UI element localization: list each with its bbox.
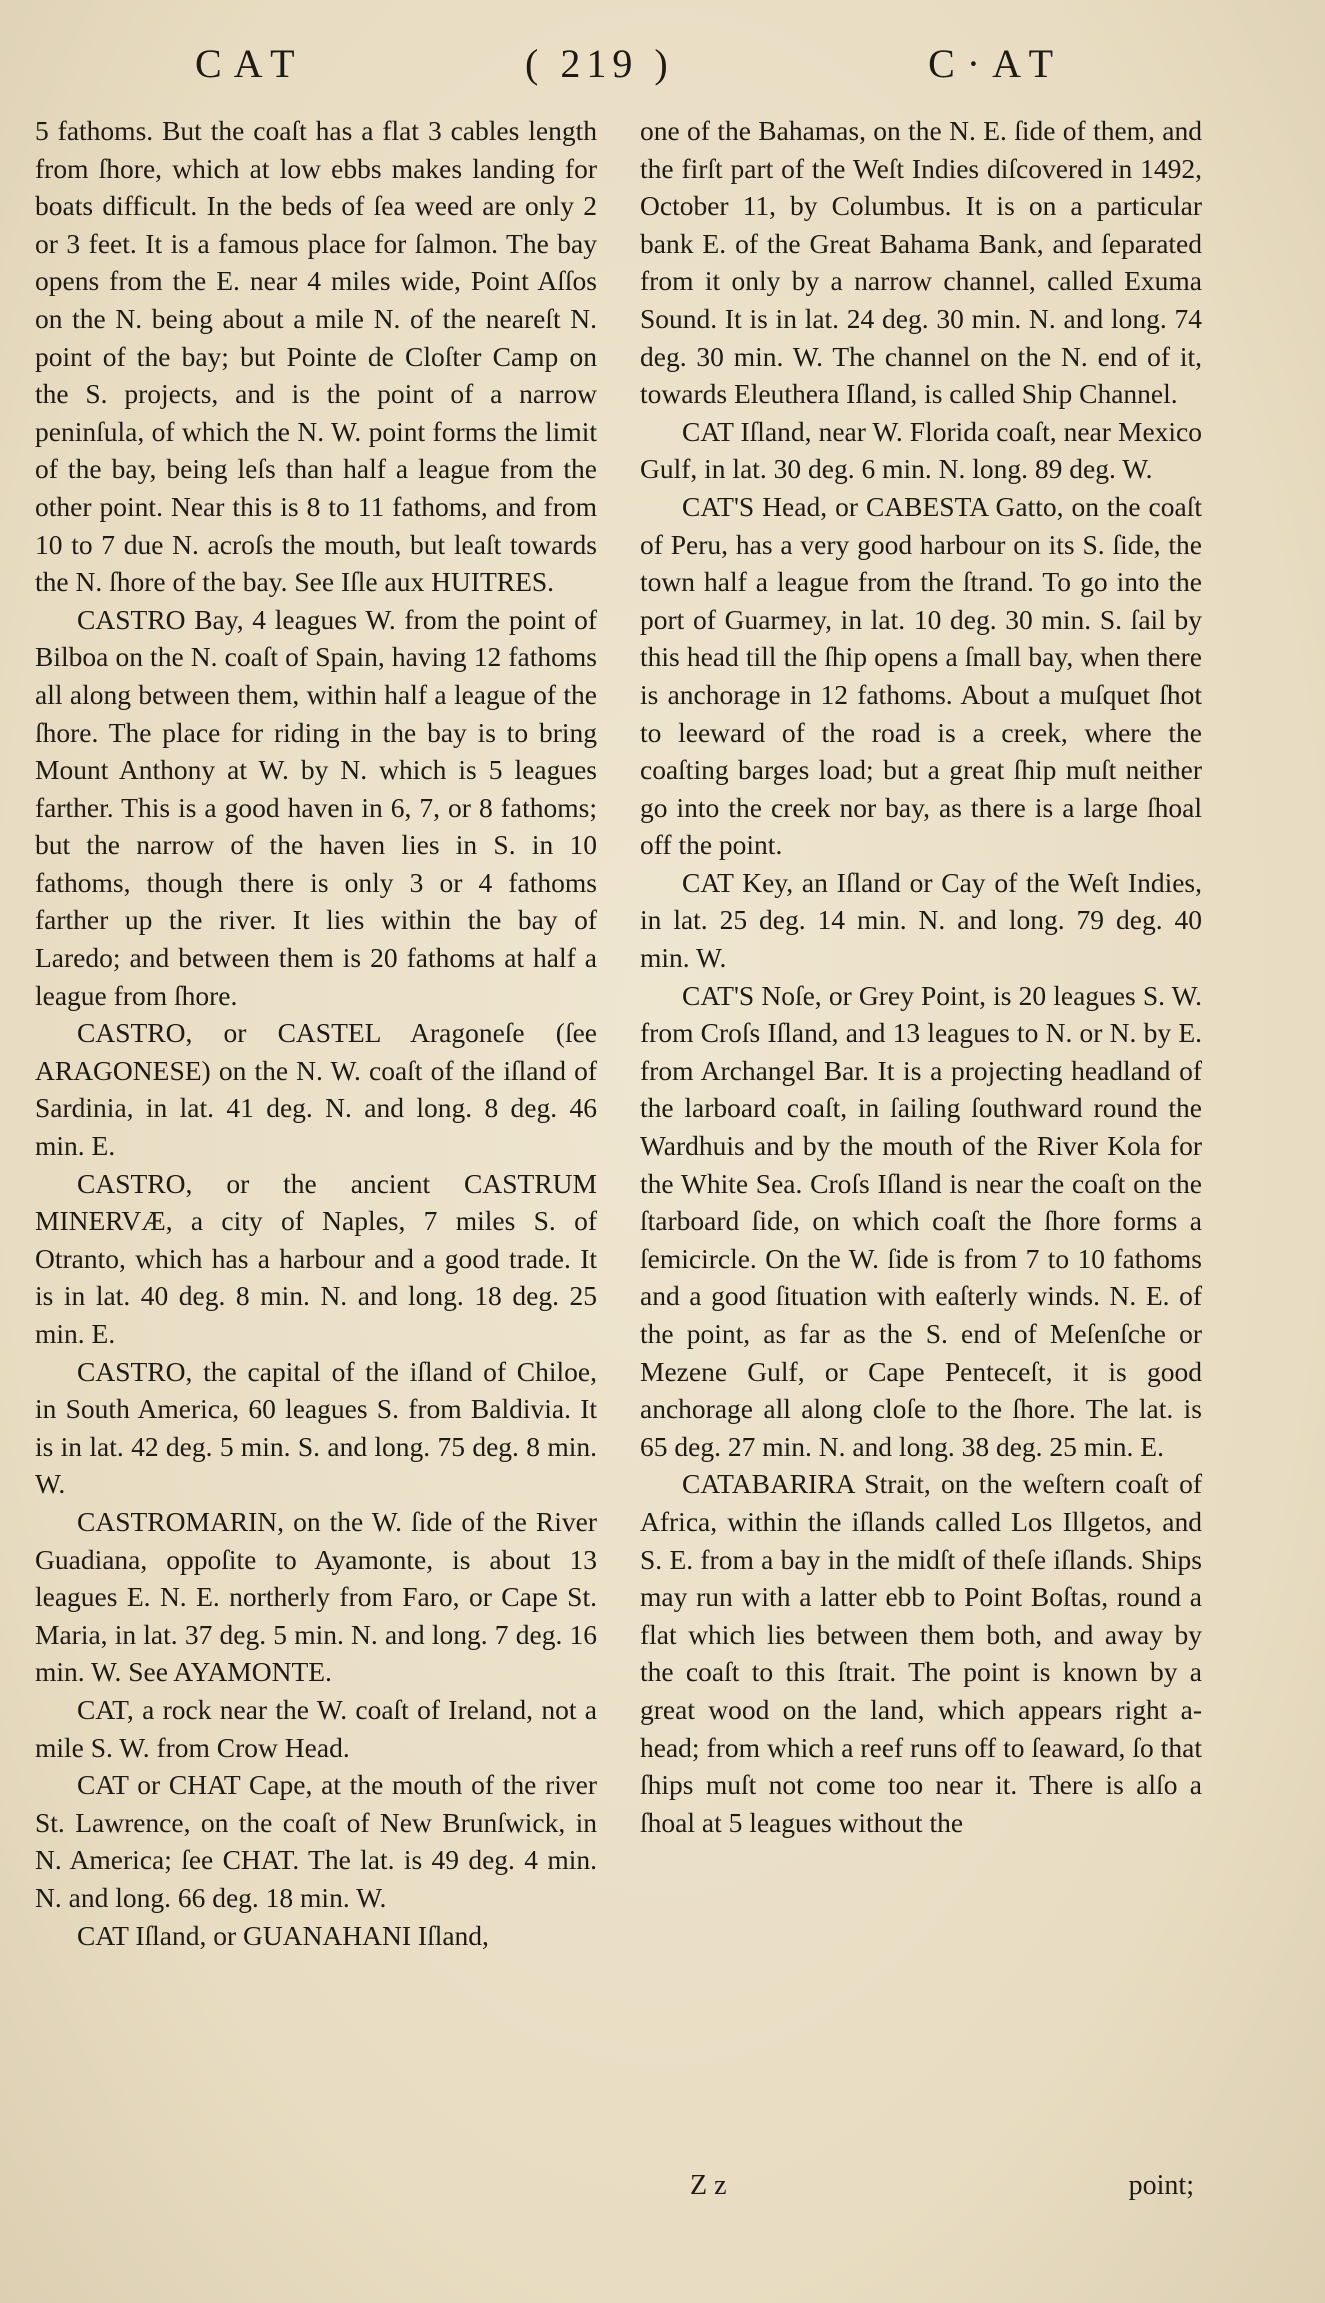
entry-catabarira-strait: CATABARIRA Strait, on the weſtern coaſt of Africa, within the iſlands called Los Illgetos, and S. E. from a bay in the midſt of theſe iſlands. Ships may run with a latter ebb to Point Boſtas, round a flat which lies between them both, and away by the coaſt to this ſtrait. The point is known by a great wood on the land, which appears right a-head; from which a reef runs off to ſeaward, ſo that ſhips muſt not come too near it. There is alſo a ſhoal at 5 leagues without the	[640, 1468, 1202, 1838]
entry-castro-naples: CASTRO, or the ancient CASTRUM MINERVÆ, a city of Naples, 7 miles S. of Otranto, which has a harbour and a good trade. It is in lat. 40 deg. 8 min. N. and long. 18 deg. 25 min. E.	[35, 1167, 597, 1349]
paragraph: one of the Bahamas, on the N. E. ſide of them, and the firſt part of the Weſt Indies diſcovered in 1492, October 11, by Columbus. It is on a particular bank E. of the Great Bahama Bank, and ſeparated from it only by a narrow channel, called Exuma Sound. It is in lat. 24 deg. 30 min. N. and long. 74 deg. 30 min. W. The channel on the N. end of it, towards Eleuthera Iſland, is called Ship Channel.	[640, 115, 1202, 410]
signature-mark: Z z	[690, 2170, 727, 2201]
left-column	[35, 112, 597, 1954]
header-left: CAT	[195, 41, 307, 86]
right-column	[640, 112, 1202, 1841]
entry-cats-head: CAT'S Head, or CABESTA Gatto, on the coaſt of Peru, has a very good harbour on its S. ſide, the town half a league from the ſtrand. To go into the port of Guarmey, in lat. 10 deg. 30 min. S. ſail by this head till the ſhip opens a ſmall bay, when there is anchorage in 12 fathoms. About a muſquet ſhot to leeward of the road is a creek, where the coaſting barges load; but a great ſhip muſt neither go into the creek nor bay, as there is a large ſhoal off the point.	[640, 490, 1202, 861]
header-right: C·AT	[928, 41, 1065, 86]
entry-castromarin: CASTROMARIN, on the W. ſide of the River Guadiana, oppoſite to Ayamonte, is about 13 leagues E. N. E. northerly from Faro, or Cape St. Maria, in lat. 37 deg. 5 min. N. and long. 7 deg. 16 min. W. See AYAMONTE.	[35, 1505, 597, 1688]
entry-cat-key: CAT Key, an Iſland or Cay of the Weſt Indies, in lat. 25 deg. 14 min. N. and long. 79 deg. 40 min. W.	[640, 866, 1202, 974]
entry-cats-nose: CAT'S Noſe, or Grey Point, is 20 leagues S. W. from Croſs Iſland, and 13 leagues to N. or N. by E. from Archangel Bar. It is a projecting headland of the larboard coaſt, in ſailing ſouthward round the Wardhuis and by the mouth of the River Kola for the White Sea. Croſs Iſland is near the coaſt on the ſtarboard ſide, on which coaſt the ſhore forms a ſemicircle. On the W. ſide is from 7 to 10 fathoms and a good ſituation with eaſterly winds. N. E. of the point, as far as the S. end of Meſenſche or Mezene Gulf, or Cape Penteceſt, it is good anchorage all along cloſe to the ſhore. The lat. is 65 deg. 27 min. N. and long. 38 deg. 25 min. E.	[640, 979, 1202, 1462]
entry-cat-island-florida: CAT Iſland, near W. Florida coaſt, near Mexico Gulf, in lat. 30 deg. 6 min. N. long. 89 deg. W.	[640, 415, 1202, 485]
entry-castro-castel: CASTRO, or CASTEL Aragoneſe (ſee ARAGONESE) on the N. W. coaſt of the iſland of Sardinia, in lat. 41 deg. N. and long. 8 deg. 46 min. E.	[35, 1017, 597, 1162]
entry-cat-rock: CAT, a rock near the W. coaſt of Ireland, not a mile S. W. from Crow Head.	[35, 1693, 597, 1763]
entry-castro-chiloe: CASTRO, the capital of the iſland of Chiloe, in South America, 60 leagues S. from Baldivia. It is in lat. 42 deg. 5 min. S. and long. 75 deg. 8 min. W.	[35, 1355, 597, 1500]
page-footer	[640, 2170, 1202, 2210]
catchword: point;	[1128, 2170, 1194, 2201]
entry-castro-bay: CASTRO Bay, 4 leagues W. from the point of Bilboa on the N. coaſt of Spain, having 12 fathoms all along between them, within half a league of the ſhore. The place for riding in the bay is to bring Mount Anthony at W. by N. which is 5 leagues farther. This is a good haven in 6, 7, or 8 fathoms; but the narrow of the haven lies in S. in 10 fathoms, though there is only 3 or 4 fathoms farther up the river. It lies within the bay of Laredo; and between them is 20 fathoms at half a league from ſhore.	[35, 603, 597, 1011]
page-number: ( 219 )	[525, 41, 674, 86]
entry-cat-chat-cape: CAT or CHAT Cape, at the mouth of the river St. Lawrence, on the coaſt of New Brunſwick, in N. America; ſee CHAT. The lat. is 49 deg. 4 min. N. and long. 66 deg. 18 min. W.	[35, 1769, 597, 1913]
paragraph: 5 fathoms. But the coaſt has a flat 3 cables length from ſhore, which at low ebbs makes landing for boats difficult. In the beds of ſea weed are only 2 or 3 feet. It is a famous place for ſalmon. The bay opens from the E. near 4 miles wide, Point Aſſos on the N. being about a mile N. of the neareſt N. point of the bay; but Pointe de Cloſter Camp on the S. projects, and is the point of a narrow peninſula, of which the N. W. point forms the limit of the bay, being leſs than half a league from the other point. Near this is 8 to 11 fathoms, and from 10 to 7 due N. acroſs the mouth, but leaſt towards the N. ſhore of the bay. See Iſle aux HUITRES.	[35, 115, 597, 598]
running-header	[195, 40, 1065, 100]
entry-cat-island: CAT Iſland, or GUANAHANI Iſland,	[77, 1919, 489, 1951]
